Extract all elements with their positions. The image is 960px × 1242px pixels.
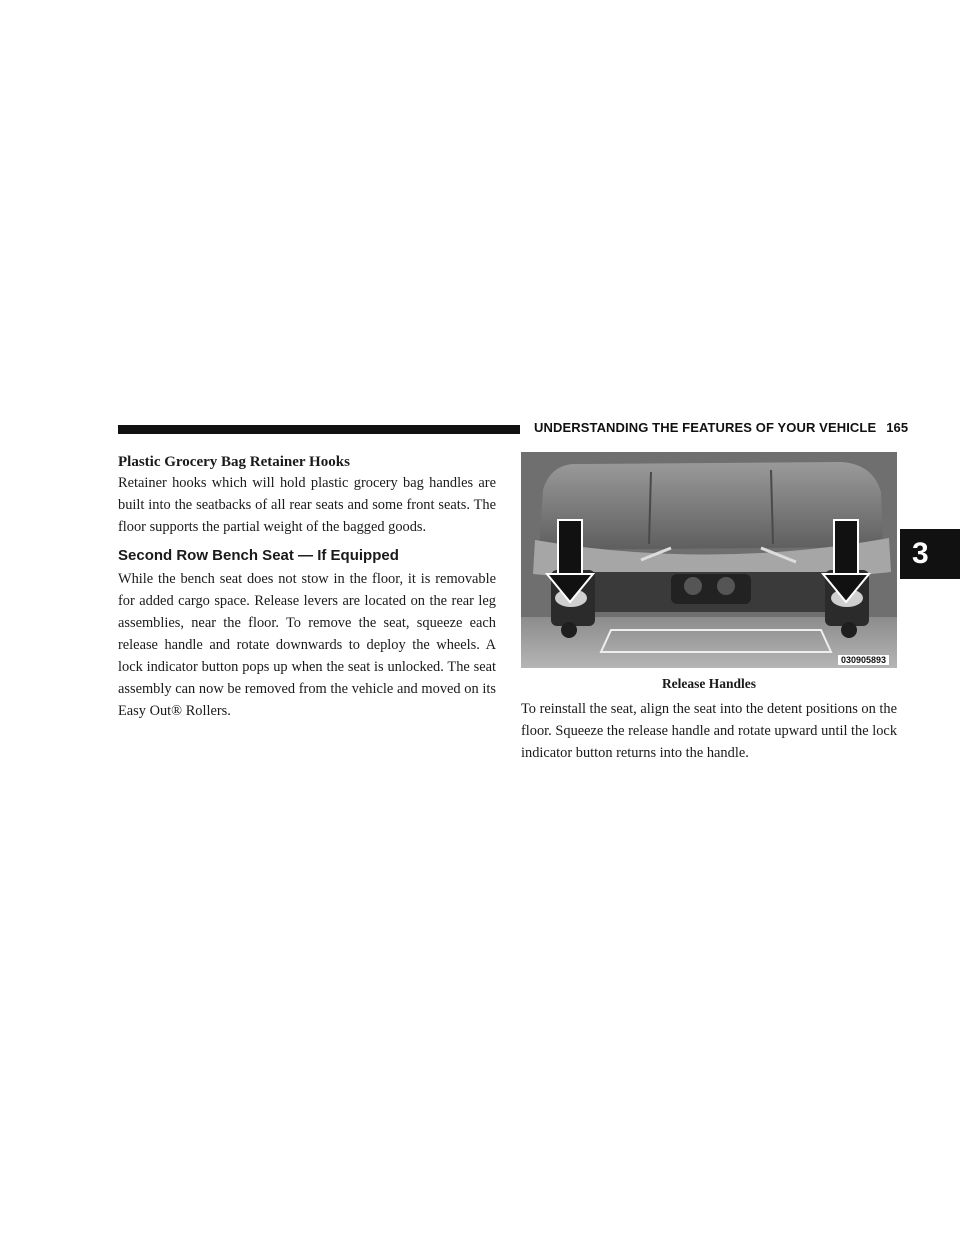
reinstall-body: To reinstall the seat, align the seat into the detent positions on the floor. Squeeze the release handle and rotate upward until the lock indicator button returns into the handle. xyxy=(521,701,898,761)
bench-seat-heading: Second Row Bench Seat — If Equipped xyxy=(118,547,399,564)
grocery-hooks-body: Retainer hooks which will hold plastic grocery bag handles are built into the seatbacks of all rear seats and some front seats. The floor supports the partial weight of the bagged goods. xyxy=(118,475,496,535)
figure-caption: Release Handles xyxy=(661,676,757,691)
page-number: 165 xyxy=(886,420,909,435)
header-rule xyxy=(118,425,520,434)
seat-illustration xyxy=(521,452,897,668)
left-column xyxy=(118,452,496,722)
right-column xyxy=(521,452,897,764)
chapter-tab: 3 xyxy=(900,529,960,579)
figure-code: 030905893 xyxy=(838,655,889,665)
grocery-hooks-heading: Plastic Grocery Bag Retainer Hooks xyxy=(118,454,350,470)
running-header xyxy=(534,420,908,438)
header-title: UNDERSTANDING THE FEATURES OF YOUR VEHICLE xyxy=(534,420,877,435)
release-handles-photo xyxy=(521,452,897,668)
bench-seat-body: While the bench seat does not stow in the floor, it is removable for added cargo space. Release levers are located on the rear leg assemblies, near the floor. To remove the seat, squeeze each release handle and rotate downwards to deploy the wheels. A lock indicator button pops up when the seat is unlocked. The seat assembly can now be removed from the vehicle and moved on its Easy Out® Rollers. xyxy=(118,571,496,719)
